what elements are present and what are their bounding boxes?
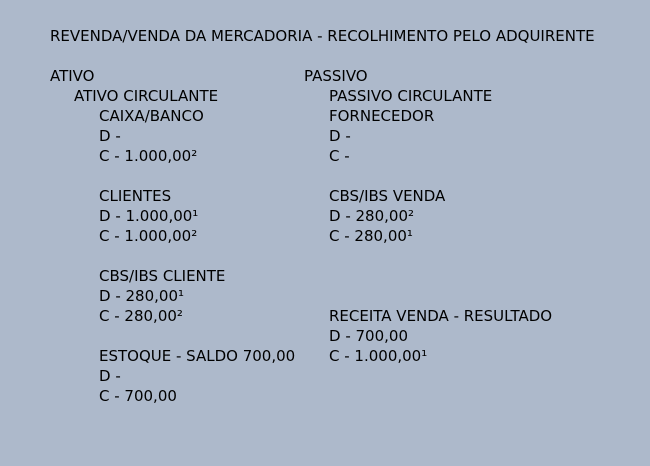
account-fornecedor (329, 106, 434, 166)
account-estoque (99, 346, 295, 406)
account-credit: C - 280,00¹ (329, 227, 413, 245)
page-title: REVENDA/VENDA DA MERCADORIA - RECOLHIMENTO PELO ADQUIRENTE (50, 27, 595, 45)
account-name: CAIXA/BANCO (99, 107, 204, 125)
passivo-circulante-heading: PASSIVO CIRCULANTE (329, 87, 493, 105)
account-credit: C - 1.000,00² (99, 227, 198, 245)
ativo-circulante-heading: ATIVO CIRCULANTE (74, 87, 219, 105)
account-credit: C - 700,00 (99, 387, 177, 405)
account-name: RECEITA VENDA - RESULTADO (329, 307, 553, 325)
account-clientes (99, 186, 198, 246)
ativo-heading: ATIVO (50, 67, 95, 85)
account-cbs-ibs-cliente (99, 266, 225, 326)
account-credit: C - (329, 147, 350, 165)
account-debit: D - 1.000,00¹ (99, 207, 199, 225)
account-name: CLIENTES (99, 187, 172, 205)
account-debit: D - (99, 367, 121, 385)
account-debit: D - 700,00 (329, 327, 408, 345)
account-debit: D - 280,00¹ (99, 287, 184, 305)
passivo-heading: PASSIVO (304, 67, 368, 85)
account-name: FORNECEDOR (329, 107, 435, 125)
account-credit: C - 1.000,00² (99, 147, 198, 165)
account-debit: D - (99, 127, 121, 145)
account-debit: D - 280,00² (329, 207, 414, 225)
account-credit: C - 280,00² (99, 307, 183, 325)
account-name: CBS/IBS VENDA (329, 187, 446, 205)
account-receita-venda (329, 306, 552, 366)
account-debit: D - (329, 127, 351, 145)
account-name: ESTOQUE - SALDO 700,00 (99, 347, 296, 365)
account-credit: C - 1.000,00¹ (329, 347, 428, 365)
account-cbs-ibs-venda (329, 186, 445, 246)
account-caixa-banco (99, 106, 204, 166)
account-name: CBS/IBS CLIENTE (99, 267, 226, 285)
